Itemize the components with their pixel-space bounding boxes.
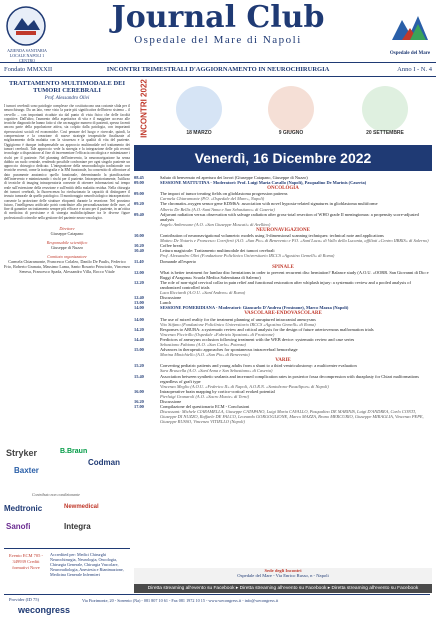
program-item [134, 337, 432, 347]
program-author: Luca Ricciardi (A.O.U. «Sant'Andrea» di Roma) [160, 290, 246, 296]
date-image [176, 86, 222, 132]
program-time: 12.00 [134, 269, 144, 275]
program-item [134, 347, 432, 357]
program-section-heading: SPINALE [272, 264, 294, 270]
program-section-heading: VARIE [275, 358, 291, 364]
program-time: 09.20 [134, 201, 144, 207]
program-time: 15.20 [134, 363, 144, 369]
program-time: 14.40 [134, 336, 144, 342]
program-author: Matteo De Notaris e Francesco Corriferti (A.O. «San Pio» di Benevento e P.O. «Sant'Luca» di Vallo della Lucania, affiliati «Centro IIBRIS» di Salerno) [160, 238, 429, 244]
program-author: Carmela Chiaramonte (P.O. «Ospedale del Mare», Napoli) [160, 196, 265, 202]
program-time: 14.20 [134, 326, 144, 332]
program-time: 13.00 [134, 300, 144, 306]
article-author: Prof. Alessandro Olivi [44, 96, 90, 101]
program-session: SESSIONE POMERIDIANA - Moderatori: Giancarlo D'Andrea (Frosinone), Marco Mazza (Napoli) [160, 305, 349, 311]
ecm-accreditation: Accredited per: Medici Chirurghi Neurochirurgia, Neurologia, Oncologia, Chirurgia Generale, Chirurgia Vascolare, Neuroradiologia, Anestesia e Rianimazione, Medicina Generale Infermieri [50, 552, 124, 577]
band-issue: Anno I - N. 4 [397, 66, 432, 73]
program-author: Vincenzo Meglio (A.O.U. «Federico II» di Napoli, A.O.R.N. «Santobono-Pausilipon» di Napoli) [160, 383, 329, 389]
role-names: Carmela Chiaramonte, Francesco Colaleo, Danilo De Paulis, Federico Frio, Roberto Granata, Massimo Lama, Santo Rosario Princiotto, Vincenzo Senesa, Francesco Spada, Alessandro Villa, Rocco Vitale [4, 259, 130, 275]
sponsor-logo: Codman [88, 458, 120, 467]
date-image [268, 86, 314, 132]
program-item [134, 363, 432, 373]
program-title: What is better treatment for lumbar disc herniations in order to prevent recurrent disc herniation? Balance study (A.O.U. «OORR. San Giovanni di Dio e Ruggi d'Aragona» Scuola Medica Salernitana di Salerno) [160, 269, 429, 280]
program-item [134, 180, 432, 185]
provider-label: Provider (ID 75) [9, 597, 39, 602]
program-author: Sebastiano Fabiano (A.O. «San Carlo» Potenza) [160, 342, 246, 347]
event-date-title: Venerdì, 16 Dicembre 2022 [134, 145, 432, 171]
role-names: Giuseppe Catapano [50, 231, 84, 237]
program-item [134, 317, 432, 327]
program-section-heading: NEURONAVIGAZIONE [256, 227, 310, 233]
program-time: 16.00 [134, 388, 144, 394]
program-title: Compilazione del questionario ECM - Conclusioni [160, 404, 250, 410]
program-time: 15.00 [134, 347, 144, 353]
program-title: The impact of tumor treating fields on glioblastoma progression patterns [160, 191, 288, 197]
date-label: 9 GIUGNO [278, 130, 304, 136]
sponsors-caption: Contributo non condizionante [32, 492, 80, 497]
program-time: 10.40 [134, 248, 144, 254]
info-band [0, 62, 436, 77]
venue-place: Ospedale del Mare - Via Enrico Russo, n - Napoli [237, 573, 329, 579]
program-title: Discussione [160, 295, 182, 301]
program-author: Vincenzo Piccirillo (Ospedale «Fabrizio Spaziani» di Frosinone) [160, 331, 275, 337]
program-item [134, 191, 432, 201]
program-title: Domande all'esperto [160, 258, 197, 264]
program-title: The chromatin–oxygen sensor gene KDM6A: association with novel hypoxia-related signatures in glioblastoma multiforme [160, 201, 378, 207]
program-title: Discussione [160, 399, 182, 405]
program-title: The use of mixed reality for the treatment planning of unruptured intracranial aneurysms [160, 316, 316, 322]
program-item [134, 201, 432, 211]
program-list [134, 175, 432, 567]
program-title: Lettura magistrale: Trattamento multimodale dei tumori cerebrali [160, 248, 275, 254]
role-heading: Comitato organizzatore [47, 254, 87, 260]
program-item [134, 305, 432, 310]
date-image [362, 86, 408, 132]
role-heading: Direttore [59, 226, 75, 232]
program-item [134, 259, 432, 264]
program-title: Adjuvant radiation versus observation with salvage radiation after gross-total resection of WHO grade II meningiomas: a propensity score-adjusted analysis [160, 211, 419, 222]
dates-banner [134, 80, 432, 144]
program-time: 10.20 [134, 243, 144, 249]
article-title: TRATTAMENTO MULTIMODALE DEI TUMORI CEREBRALI [8, 80, 126, 94]
program-section-heading: VASCOLARE-ENDOVASCOLARE [244, 311, 322, 317]
sponsor-logos [2, 446, 126, 546]
journal-title: Journal Club [111, 0, 325, 35]
role-names: Giuseppe di Nuzzo [50, 245, 84, 251]
program-author: Alberto De Bellis (A.O.-Sant'Anna e San Sebastiano» di Caserta) [160, 206, 275, 212]
program-item [134, 404, 432, 424]
sponsor-logo: Baxter [14, 466, 39, 475]
sponsor-logo: Sanofi [6, 522, 31, 531]
program-author: Pierluigi Granaroli (A.O. «Sacro Monte» di Terni) [160, 393, 250, 399]
program-title: Intraoperative brain mapping by cortico-cortical evoked potential [160, 388, 275, 394]
program-item [134, 374, 432, 389]
organizers [4, 226, 130, 274]
program-title: Association between synthetic sealants and increased complication rates in posterior fossa decompression with duraplasty for Chiari malformations regardless of graft type [160, 373, 419, 384]
program-item [134, 248, 432, 258]
program-time: 12.20 [134, 279, 144, 285]
program-time: 12.40 [134, 295, 144, 301]
program-item [134, 280, 432, 295]
sponsor-logo: B.Braun [60, 448, 88, 455]
program-title: Converting pediatric patients and young adults from a shunt to a third ventriculostomy: a multicenter evaluation [160, 363, 357, 369]
program-title: Contribution of neuronavigational volumetric models using 3-dimensional scanning techniques: technical note and applications [160, 233, 384, 239]
program-item [134, 270, 432, 280]
program-item [134, 389, 432, 399]
program-item [134, 327, 432, 337]
article-body: I tumori cerebrali sono patologie complesse che costituiscono una costante sfida per il neurochirurgo. Da un lato, vene visto la parte più significativa dell'intero sistema – il cervello – con importanti ricadute sia dal punto di vista fisico che delle facoltà cognitive. Dall'altro, l'aumento della aspettativa di vita e il maggiore accesso alle tecniche diagnostiche hanno fatto sì che un maggior numero di pazienti, spesso facenti ancora parte della popolazione attiva, sia colpito dalla patologia, con importanti ripercussioni sociali ed economiche. Così pensare del luogo e ricercale, quindi, la comprensione e la creazione di nuove strategie terapeutiche finalizzate al miglioramento della malattia con la sicurezza e la qualità di vita del paziente. Oggigiorno è dunque indispensabile un approccio multimodale nel trattamento dei tumori cerebrali. Tale approccio vede la sinergia e la integrazione delle più recenti tecnologie a disposizione al fine di incrementare l'efficacia oncologica e minimizzare i rischi per il paziente. Nel planning dell'intervento, la neuronavigazione ha senza dubbio un ruolo centrale, rendendo possibile confrontare per ogni singolo paziente un approccio chirurgico dedicato. L'integrazione della neuroradiologia tradizionale con tecniche recenti, come la trattografia e la RM funzionale, ha consentito di affrontare al dato puramente anatomico quello funzionale, determinando la pianificazione dell'intervento e minimizzando i rischi per il paziente. Intraoperatoriamente, l'utilizzo di tecniche di imaging intraoperatoria consente di ottenere informazioni sul tempo reale sull'estensione della resezione e sull'entità della malattia residua. Nella chirurgia dei tumori cerebrali, la fluorescenza ha rivoluzionato la capacità di distinguere il tessuto tumorale da quello patologico. Il monitoraggio neurofisiologico intraoperatorio consente la protezione delle strutture eloquenti durante la resezione. Nel prossimo futuro, l'intelligenza artificiale potrà contribuire alla personalizzazione delle cure, al fine di garantire un trattamento sempre più efficace e sicuro per il paziente, in un'ottica di medicina di precisione e di sinergia multidisciplinare tra le diverse figure professionali coinvolte nella gestione del paziente neuro-oncologico. [4, 104, 130, 220]
facebook-streaming-banner[interactable]: Diretta streaming all'evento su Facebook ▸ Diretta streaming all'evento su Facebook ▸ Diretta streaming all'evento su Facebook [134, 584, 432, 593]
program-section-heading: ONCOLOGIA [267, 186, 299, 192]
role-heading: Responsabile scientifico [46, 240, 88, 246]
program-time: 14.00 [134, 316, 144, 322]
program-author: Angelo Ambrosone (A.O. «San Giuseppe Moscati» di Avellino) [160, 221, 271, 227]
date-label: 20 SETTEMBRE [366, 130, 404, 136]
program-time: 17.00 [134, 404, 144, 410]
program-time: 09.40 [134, 211, 144, 217]
program-author: Sara Bruscella (A.O. «Sant'Anna e San Sebastiano» di Caserta) [160, 368, 273, 374]
program-author: Prof. Alessandro Olivi (Fondazione Policlinico Universitario IRCCS «Agostino Gemelli» di Roma) [160, 253, 335, 259]
program-time: 08.45 [134, 175, 144, 180]
asl-logo [4, 4, 48, 48]
provider-box [4, 594, 430, 617]
meetings-year: INCONTRI 2022 [139, 79, 149, 138]
provider-logo: wecongress [18, 605, 71, 615]
masthead [0, 0, 436, 66]
program-item [134, 233, 432, 243]
sponsor-logo: Newmedical [64, 504, 99, 510]
program-time: 09.00 [134, 191, 144, 197]
program-title: The role of non-rigid cervical collar in pain relief and functional restoration after whiplash injury: a systematic review and a pooled analysis of randomized controlled trials [160, 279, 411, 290]
ecm-event: Evento ECM 705 - 349939 Crediti formativi Nove [8, 553, 44, 570]
program-title: Saluto di benvenuto ed apertura dei lavori (Giuseppe Catapano, Giuseppe di Nuzzo) [160, 175, 308, 180]
date-label: 18 MARZO [186, 130, 212, 136]
band-founded: Fondato MMXXII [4, 66, 53, 73]
program-author: Vito Stifano (Fondazione Policlinico Universitario IRCCS «Agostino Gemelli» di Roma) [160, 321, 316, 327]
program-author: Discussant: Michele CIARAMELLA, Giuseppe CATAPANO, Luigi Maria CAVALLO, Pasqualino DE MARINIS, Luigi D'ANDREA, Carlo CONTI, Giuseppe DI NUZZO, Raffaele DE FALCO, Leonardo GORGOGLIONE, Marco MAZZA, Bruno MERCURIO, Giuseppe MIRAGLIA, Vincenzo PEPE, Giuseppe RUSSO, Vincenzo VITIELLO (Napoli) [160, 409, 424, 425]
hospital-logo [388, 6, 432, 50]
program-time: 09.00 [134, 180, 144, 186]
asl-logo-caption: AZIENDA SANITARIA LOCALE NAPOLI 1 CENTRO [7, 48, 47, 63]
hospital-logo-caption: Ospedale del Mare [389, 51, 431, 56]
program-item [134, 212, 432, 227]
program-title: Predictors of aneurysm occlusion following treatment with the WEB device: systematic review and case series [160, 336, 355, 342]
program-title: Advances in therapeutic approaches for spontaneous intracerebral hemorrhage [160, 347, 298, 353]
sponsor-logo: Integra [64, 522, 91, 531]
program-time: 10.00 [134, 233, 144, 239]
program-time: 15.40 [134, 373, 144, 379]
journal-subtitle: Ospedale del Mare di Napoli [134, 34, 302, 46]
program-title: Responses to ARUBA: a systematic review and critical analysis for the design of future arteriovenous malformation trials [160, 326, 374, 332]
program-title: Coffee break [160, 243, 183, 249]
venue-heading: Sede degli Incontri [264, 568, 302, 573]
sponsor-logo: Stryker [6, 448, 38, 458]
program-author: Marina Minichiello (A.O. «San Pio» di Benevento) [160, 352, 250, 358]
program-title: Lunch [160, 300, 172, 306]
program-time: 11.40 [134, 258, 144, 264]
provider-address: Via Fiorimonte, 20 - Sorrento (Na) - 081 807 10 61 - Fax 081 1972 10 15 - www.wecongress.it - info@wecongress.it [82, 598, 279, 603]
sponsor-logo: Medtronic [4, 504, 43, 513]
program-session: SESSIONE MATTUTINA - Moderatori: Prof. Luigi Maria Cavallo (Napoli), Pasqualino De Marinis (Caserta) [160, 180, 367, 186]
program-time: 16.20 [134, 399, 144, 405]
band-center: INCONTRI TRIMESTRALI D'AGGIORNAMENTO IN NEUROCHIRURGIA [106, 66, 330, 73]
program-time: 14.00 [134, 305, 144, 311]
